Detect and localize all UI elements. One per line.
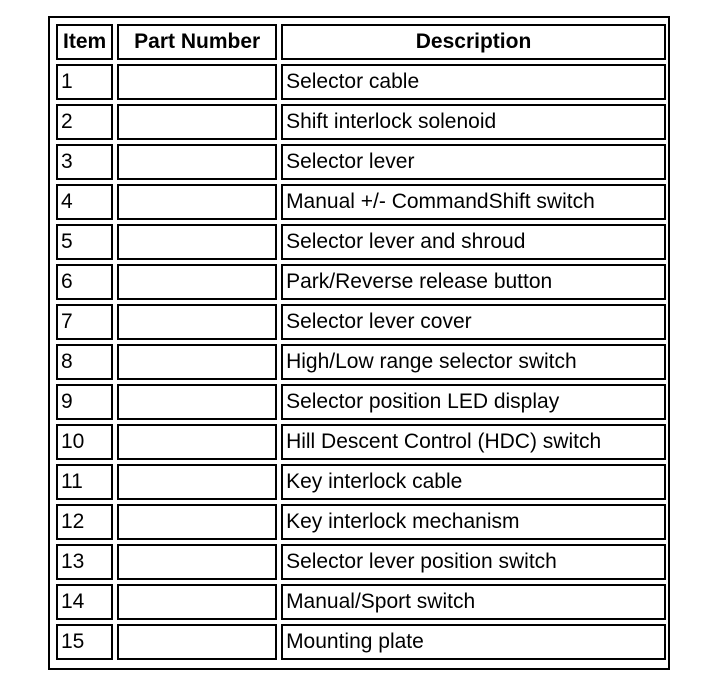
table-row xyxy=(56,184,666,220)
description-cell: Manual/Sport switch xyxy=(281,584,666,620)
item-cell: 7 xyxy=(56,304,113,340)
description-cell: Park/Reverse release button xyxy=(281,264,666,300)
part-number-cell xyxy=(117,584,277,620)
part-number-cell xyxy=(117,504,277,540)
item-cell: 15 xyxy=(56,624,113,660)
item-cell: 1 xyxy=(56,64,113,100)
table-row xyxy=(56,544,666,580)
description-cell: Selector lever cover xyxy=(281,304,666,340)
item-cell: 8 xyxy=(56,344,113,380)
header-description: Description xyxy=(281,24,666,60)
header-item: Item xyxy=(56,24,113,60)
part-number-cell xyxy=(117,544,277,580)
item-cell: 2 xyxy=(56,104,113,140)
table-row xyxy=(56,224,666,260)
item-cell: 12 xyxy=(56,504,113,540)
part-number-cell xyxy=(117,464,277,500)
description-cell: Shift interlock solenoid xyxy=(281,104,666,140)
item-cell: 3 xyxy=(56,144,113,180)
part-number-cell xyxy=(117,304,277,340)
description-cell: Selector cable xyxy=(281,64,666,100)
item-cell: 14 xyxy=(56,584,113,620)
item-cell: 11 xyxy=(56,464,113,500)
header-part-number: Part Number xyxy=(117,24,277,60)
part-number-cell xyxy=(117,104,277,140)
parts-table xyxy=(52,20,670,664)
table-row xyxy=(56,464,666,500)
table-row xyxy=(56,344,666,380)
description-cell: Key interlock cable xyxy=(281,464,666,500)
item-cell: 6 xyxy=(56,264,113,300)
part-number-cell xyxy=(117,264,277,300)
part-number-cell xyxy=(117,344,277,380)
description-cell: Selector lever xyxy=(281,144,666,180)
description-cell: High/Low range selector switch xyxy=(281,344,666,380)
part-number-cell xyxy=(117,64,277,100)
table-row xyxy=(56,104,666,140)
item-cell: 9 xyxy=(56,384,113,420)
table-row xyxy=(56,64,666,100)
part-number-cell xyxy=(117,184,277,220)
parts-table-frame xyxy=(48,16,670,670)
description-cell: Selector lever and shroud xyxy=(281,224,666,260)
table-row xyxy=(56,264,666,300)
description-cell: Hill Descent Control (HDC) switch xyxy=(281,424,666,460)
table-row xyxy=(56,384,666,420)
description-cell: Selector position LED display xyxy=(281,384,666,420)
header-row xyxy=(56,24,666,60)
part-number-cell xyxy=(117,224,277,260)
item-cell: 5 xyxy=(56,224,113,260)
description-cell: Mounting plate xyxy=(281,624,666,660)
item-cell: 10 xyxy=(56,424,113,460)
table-row xyxy=(56,584,666,620)
description-cell: Key interlock mechanism xyxy=(281,504,666,540)
item-cell: 4 xyxy=(56,184,113,220)
description-cell: Selector lever position switch xyxy=(281,544,666,580)
part-number-cell xyxy=(117,624,277,660)
table-row xyxy=(56,424,666,460)
table-row xyxy=(56,624,666,660)
table-row xyxy=(56,304,666,340)
part-number-cell xyxy=(117,424,277,460)
part-number-cell xyxy=(117,384,277,420)
description-cell: Manual +/- CommandShift switch xyxy=(281,184,666,220)
table-row xyxy=(56,144,666,180)
part-number-cell xyxy=(117,144,277,180)
table-row xyxy=(56,504,666,540)
item-cell: 13 xyxy=(56,544,113,580)
